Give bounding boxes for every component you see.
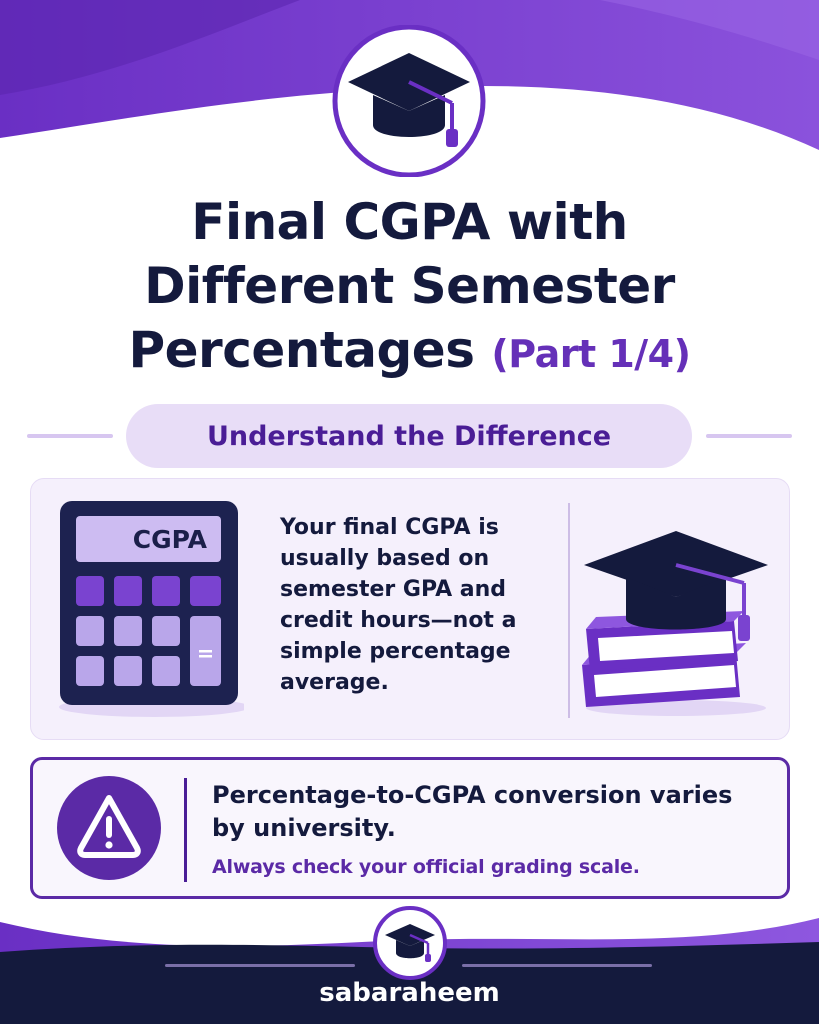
subtitle-right-line <box>706 434 792 438</box>
books-with-cap-icon <box>576 525 776 720</box>
graduation-cap-icon <box>328 25 490 177</box>
title-line-3-text: Percentages <box>128 321 475 379</box>
title-line-2: Different Semester <box>144 257 675 315</box>
title-line-1: Final CGPA with <box>191 193 628 251</box>
subtitle-pill <box>126 404 692 468</box>
footer-brand: sabaraheem <box>319 978 500 1008</box>
calculator-display-label: CGPA <box>132 524 207 554</box>
info-divider <box>568 503 570 718</box>
title-part-label: (Part 1/4) <box>491 332 691 376</box>
warning-divider <box>184 778 187 882</box>
info-text: Your final CGPA is usually based on semester GPA and credit hours—not a simple percentage average. <box>280 515 517 695</box>
warning-sub-text: Always check your official grading scale. <box>212 856 640 878</box>
warning-main-text: Percentage-to-CGPA conversion varies by university. <box>212 781 733 842</box>
page-title <box>0 190 819 386</box>
title-line-3 <box>0 318 819 386</box>
subtitle-left-line <box>27 434 113 438</box>
warning-triangle-icon <box>55 774 163 882</box>
subtitle-text: Understand the Difference <box>206 420 612 452</box>
footer-graduation-cap-icon <box>372 905 448 981</box>
